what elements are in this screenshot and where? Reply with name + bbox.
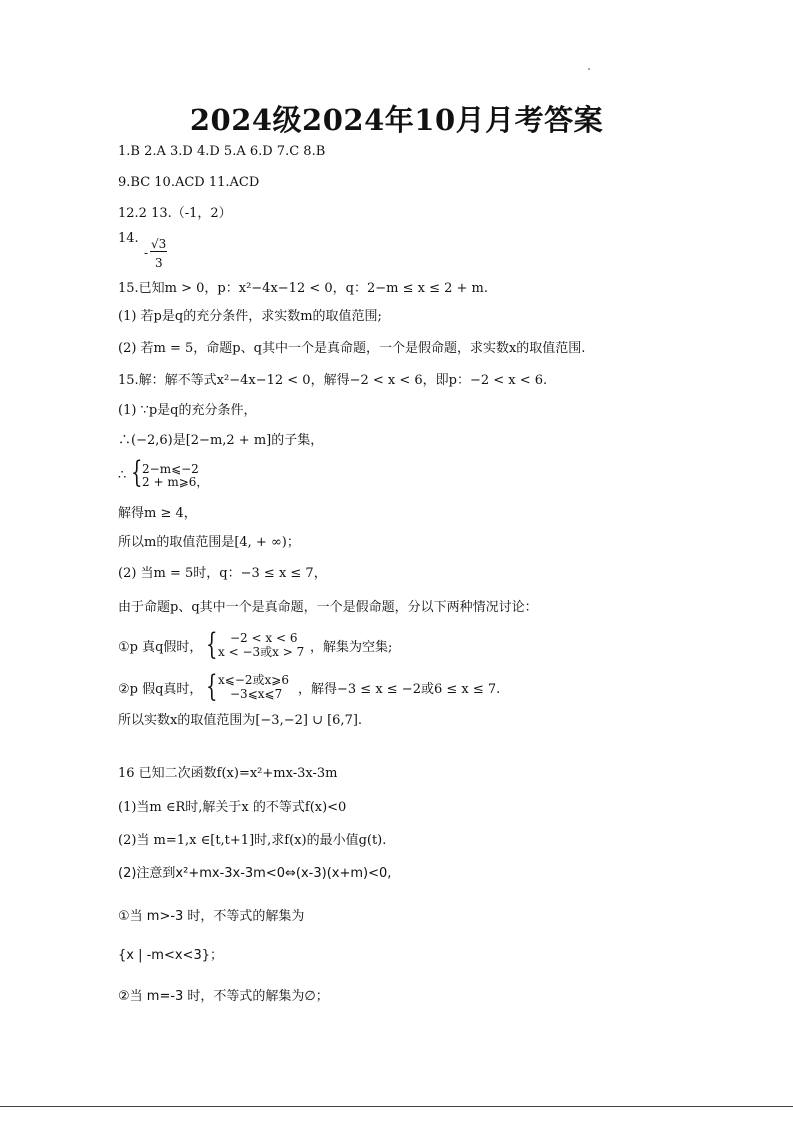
sol15-step3-prefix: ∴ bbox=[118, 468, 127, 483]
sol15-step5: 所以m的取值范围是[4, + ∞)； bbox=[118, 535, 300, 550]
answers-row-1: 1.B 2.A 3.D 4.D 5.A 6.D 7.C 8.B bbox=[118, 144, 326, 159]
sol15-step3-line2: 2 + m⩾6， bbox=[142, 475, 209, 489]
sol15-step3-brace: { bbox=[131, 455, 143, 490]
sol15-case2-brace: { bbox=[206, 669, 218, 704]
sol15-case2-line1: x⩽−2或x⩾6 bbox=[218, 673, 289, 687]
answer-14-numerator: √3 bbox=[151, 237, 167, 251]
sol15-case1-prefix: ①p 真q假时， bbox=[118, 640, 203, 655]
page-title: 2024级2024年10月月考答案 bbox=[189, 103, 604, 137]
sol16-line1: (2)注意到x²+mx-3x-3m<0⇔(x-3)(x+m)<0, bbox=[118, 866, 392, 881]
sol15-step2: ∴(−2,6)是[2−m,2 + m]的子集， bbox=[118, 433, 324, 448]
sol15-step4: 解得m ≥ 4， bbox=[118, 506, 197, 521]
sol15-case1-suffix: ，解集为空集; bbox=[310, 640, 393, 655]
page-speck-dot bbox=[588, 68, 590, 70]
answers-row-2: 9.BC 10.ACD 11.ACD bbox=[118, 175, 260, 190]
answer-14-neg-sign: - bbox=[144, 246, 149, 260]
sol16-line2: ①当 m>-3 时，不等式的解集为 bbox=[118, 909, 305, 924]
sol16-line4: ②当 m=-3 时，不等式的解集为∅； bbox=[118, 989, 329, 1004]
sol15-case2-line2: −3⩽x⩽7 bbox=[230, 687, 283, 701]
sol15-case1-line2: x < −3或x > 7 bbox=[218, 645, 305, 659]
sol15-intro: 15.解：解不等式x²−4x−12 < 0，解得−2 < x < 6，即p：−2 < x < 6. bbox=[118, 373, 548, 388]
sol15-step3-line1: 2−m⩽−2 bbox=[142, 462, 199, 476]
q15-stem: 15.已知m > 0，p：x²−4x−12 < 0，q：2−m ≤ x ≤ 2 + m. bbox=[118, 281, 488, 296]
q15-part1: (1) 若p是q的充分条件，求实数m的取值范围; bbox=[118, 309, 382, 324]
sol15-case2-suffix: ，解得−3 ≤ x ≤ −2或6 ≤ x ≤ 7. bbox=[298, 682, 501, 697]
sol15-step1: (1) ∵p是q的充分条件， bbox=[118, 403, 257, 418]
answer-14-denominator: 3 bbox=[155, 256, 163, 270]
q16-part2: (2)当 m=1,x ∈[t,t+1]时,求f(x)的最小值g(t). bbox=[118, 833, 387, 848]
q15-part2: (2) 若m = 5，命题p、q其中一个是真命题，一个是假命题，求实数x的取值范围. bbox=[118, 341, 586, 356]
sol15-case1-line1: −2 < x < 6 bbox=[230, 631, 298, 645]
sol15-step6: (2) 当m = 5时，q：−3 ≤ x ≤ 7， bbox=[118, 566, 327, 581]
q16-stem: 16 已知二次函数f(x)=x²+mx-3x-3m bbox=[118, 766, 338, 781]
sol15-case2-prefix: ②p 假q真时， bbox=[118, 682, 203, 697]
answers-row-3: 12.2 13.（-1，2） bbox=[118, 206, 232, 221]
q16-part1: (1)当m ∈R时,解关于x 的不等式f(x)<0 bbox=[118, 800, 347, 815]
answer-14-label: 14. bbox=[118, 231, 139, 246]
sol15-conclusion: 所以实数x的取值范围为[−3,−2] ∪ [6,7]. bbox=[118, 713, 363, 728]
sol15-step7: 由于命题p、q其中一个是真命题，一个是假命题，分以下两种情况讨论： bbox=[118, 600, 538, 615]
sol16-line3: {x | -m<x<3}； bbox=[118, 948, 223, 963]
page-bottom-rule bbox=[0, 1106, 793, 1107]
sol15-case1-brace: { bbox=[206, 627, 218, 662]
